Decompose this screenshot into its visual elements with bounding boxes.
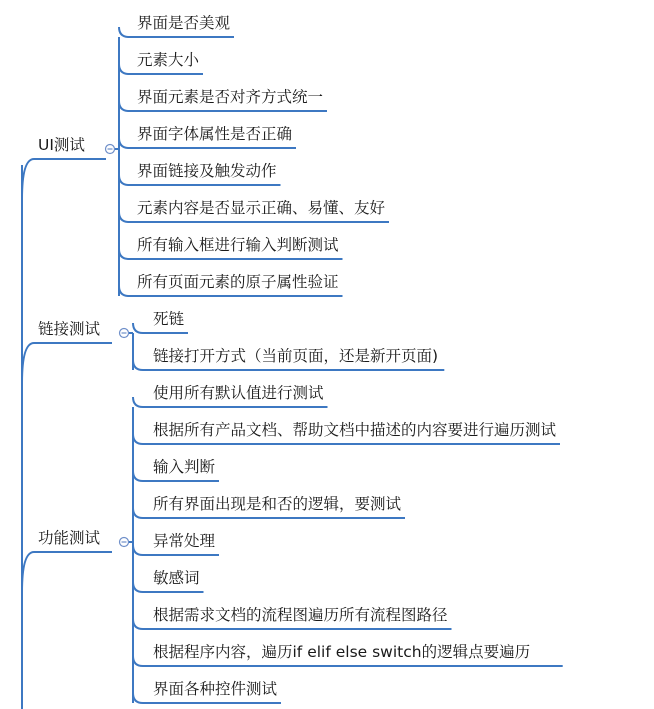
branch-label: 功能测试: [38, 529, 101, 547]
node-item: 根据所有产品文档、帮助文档中描述的内容要进行遍历测试: [153, 421, 557, 439]
node-item: 敏感词: [153, 569, 200, 587]
collapse-toggle-icon[interactable]: [120, 538, 129, 547]
node-item: 死链: [153, 310, 185, 328]
branch-connector-line: [22, 552, 34, 592]
node-item: 元素大小: [137, 51, 200, 69]
node-item: 界面各种控件测试: [153, 680, 278, 698]
node-item: 界面字体属性是否正确: [137, 125, 293, 143]
node-item: 根据需求文档的流程图遍历所有流程图路径: [153, 606, 448, 624]
node-item: 异常处理: [153, 532, 216, 550]
node-item: 输入判断: [153, 458, 216, 476]
node-item: 界面元素是否对齐方式统一: [137, 88, 324, 106]
node-item: 根据程序内容，遍历if elif else switch的逻辑点要遍历: [153, 643, 531, 661]
branch-connector-line: [22, 343, 34, 383]
node-item: 所有界面出现是和否的逻辑，要测试: [153, 495, 402, 513]
collapse-toggle-icon[interactable]: [120, 329, 129, 338]
branch-label: UI测试: [38, 136, 85, 154]
branch-label: 链接测试: [38, 320, 101, 338]
node-item: 元素内容是否显示正确、易懂、友好: [137, 199, 386, 217]
node-item: 链接打开方式（当前页面，还是新开页面): [153, 347, 439, 365]
node-item: 使用所有默认值进行测试: [153, 384, 324, 402]
branch-connector-line: [22, 159, 34, 199]
node-item: 所有页面元素的原子属性验证: [137, 273, 339, 291]
node-item: 所有输入框进行输入判断测试: [137, 236, 339, 254]
node-item: 界面是否美观: [137, 14, 231, 32]
collapse-toggle-icon[interactable]: [106, 145, 115, 154]
node-item: 界面链接及触发动作: [137, 162, 277, 180]
